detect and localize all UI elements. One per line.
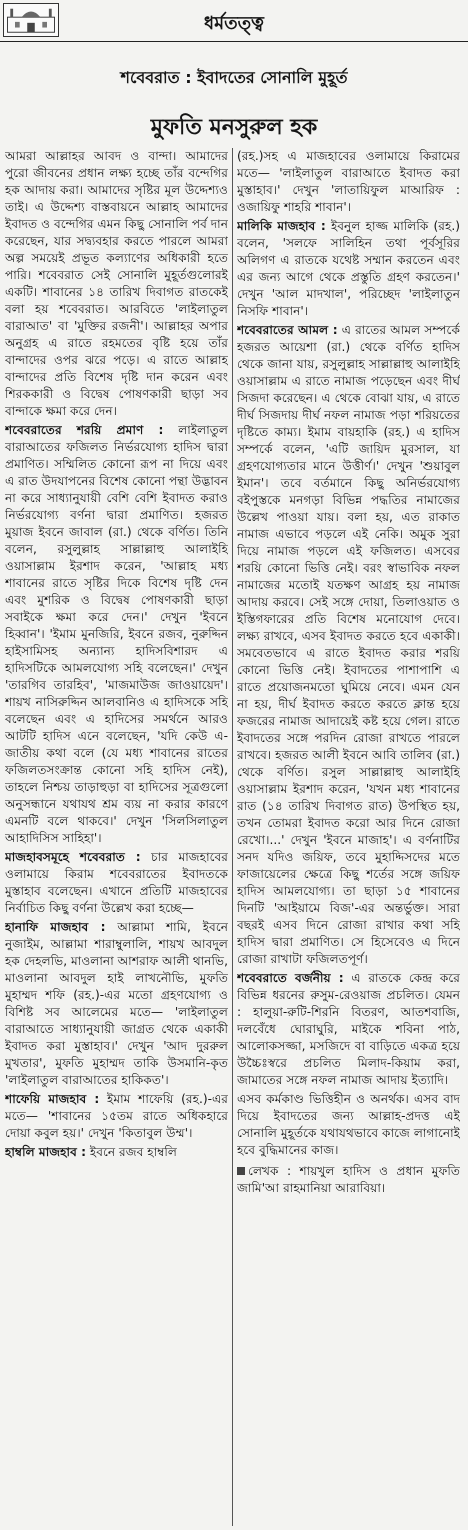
paragraph-text: আমরা আল্লাহর আবদ ও বান্দা। আমাদের পুরো জীবনের প্রধান লক্ষ্য হচ্ছে তাঁর বন্দেগির হক আদায় করা। আমাদের সৃষ্টির মূল উদ্দেশ্যও তাই। এ উদ্দেশ্য বাস্তবায়নে আল্লাহ আমাদের ইবাদত ও বন্দেগির এমন কিছু সোনালি পর্ব দান করেছেন, যার সদ্ব্যবহার করতে পারলে আমরা অল্প সময়েই প্রভূত কল্যাণের অধিকারী হতে পারি। শবেবরাত সেই সোনালি মুহূর্তগুলোরই একটি। শাবানের ১৪ তারিখ দিবাগত রাতকেই বলা হয় শবেবরাত। আরবিতে 'লাইলাতুল বারাআত' বা 'মুক্তির রজনী'। আল্লাহর অপার অনুগ্রহ এ রাতে রহমতের বৃষ্টি হয়ে তাঁর বান্দাদের ওপর ঝরে পড়ে। এ রাতে আল্লাহ বান্দাদের প্রতি বিশেষ দৃষ্টি দান করেন এবং শিরককারী ও বিদ্বেষ পোষণকারী ছাড়া সব বান্দাকে ক্ষমা করে দেন। xyxy=(5,149,228,418)
subheading: শাফেয়ি মাজহাব : xyxy=(5,1092,100,1106)
subheading: হাম্বলি মাজহাব : xyxy=(5,1145,86,1159)
section-label: ধর্মতত্ত্ব xyxy=(204,13,264,34)
paragraph-text: আল্লামা শামি, ইবনে নুজাইম, আল্লামা শারাম্বুলালি, শায়খ আবদুল হক দেহলভি, মাওলানা আশরাফ আলী থানভি, মাওলানা আবদুল হাই লাখনৌভি, মুফতি মুহাম্মদ শফি (রহ.)-এর মতো গ্রহণযোগ্য ও বিশিষ্ট সব আলেমের মতে— 'লাইলাতুল বারাআতে সাধ্যানুযায়ী জাগ্রত থেকে একাকী ইবাদত করা মুস্তাহাব।' দেখুন 'আদ দুররুল মুখতার', মুফতি মুহাম্মদ তাকি উসমানি-কৃত 'লাইলাতুল বারাআতের হাকিকত'। xyxy=(5,920,228,1087)
paragraph xyxy=(237,970,460,1089)
paragraph xyxy=(237,1091,460,1159)
subheading: মাজহাবসমূহে শবেবরাত : xyxy=(5,850,141,864)
author-credit xyxy=(237,1163,460,1197)
square-bullet-icon xyxy=(237,1167,245,1175)
paragraph-text: (রহ.)সহ এ মাজহাবের ওলামায়ে কিরামের মতে— 'লাইলাতুল বারাআতে ইবাদত করা মুস্তাহাব।' দেখুন 'লাতায়িফুল মাআরিফ : ওজায়িফু শাহরি শাবান'। xyxy=(237,149,460,214)
right-column xyxy=(237,148,460,1526)
subheading: শবেবরাতের আমল : xyxy=(237,323,338,337)
article-title: শবেবরাত : ইবাদতের সোনালি মুহূর্ত xyxy=(120,68,348,87)
subheading: শবেবরাতে বর্জনীয় : xyxy=(237,971,344,985)
article-body xyxy=(3,148,465,1526)
subheading: শবেবরাতের শরয়ি প্রমাণ : xyxy=(5,423,164,437)
page-header xyxy=(0,0,468,42)
author-credit-text: লেখক : শায়খুল হাদিস ও প্রধান মুফতি জামি'আ রাহমানিয়া আরাবিয়া। xyxy=(237,1164,460,1195)
paragraph xyxy=(5,1091,228,1142)
paragraph xyxy=(5,1144,228,1161)
paragraph-text: ইবনুল হাজ্জ মালিকি (রহ.) বলেন, 'সলফে সালিহিন তথা পূর্বসূরির অলিগণ এ রাতকে যথেষ্ট সম্মান করতেন এবং এর জন্য আগে থেকে প্রস্তুতি গ্রহণ করতেন।' দেখুন 'আল মাদখাল', পরিচ্ছেদ 'লাইলাতুন নিসফি শাবান'। xyxy=(237,219,460,318)
left-column xyxy=(5,148,228,1526)
paragraph-text: চার মাজহাবের ওলামায়ে কিরাম শবেবরাতের ইবাদতকে মুস্তাহাব বলেছেন। এখানে প্রতিটি মাজহাবের নির্বাচিত কিছু বর্ণনা উল্লেখ করা হচ্ছে— xyxy=(5,850,228,915)
paragraph-text: এ রাতের আমল সম্পর্কে হজরত আয়েশা (রা.) থেকে বর্ণিত হাদিস থেকে জানা যায়, রসুলুল্লাহ সাল্লাল্লাহু আলাইহি ওয়াসাল্লাম এ রাতে নামাজ পড়েছেন এবং দীর্ঘ সিজদা করেছেন। এ থেকে বোঝা যায়, এ রাতে দীর্ঘ সিজদায় দীর্ঘ নফল নামাজ পড়া শরিয়তের দৃষ্টিতে কাম্য। ইমাম বায়হাকি (রহ.) এ হাদিস সম্পর্কে বলেন, 'এটি জায়িদ মুরসাল, যা গ্রহণযোগ্যতার মানে উত্তীর্ণ।' দেখুন 'শুয়াবুল ইমান'। তবে বর্তমানে কিছু অনির্ভরযোগ্য বইপুস্তকে মনগড়া বিভিন্ন পদ্ধতির নামাজের উল্লেখ পাওয়া যায়। বলা হয়, এত রাকাত নামাজ এভাবে পড়লে এই নেকি। অমুক সুরা দিয়ে নামাজ পড়লে এই ফজিলত। এসবের শরয়ি কোনো ভিত্তি নেই। বরং স্বাভাবিক নফল নামাজের মতোই যতক্ষণ আগ্রহ হয় নামাজ আদায় করবে। সেই সঙ্গে দোয়া, তিলাওয়াত ও ইস্তিগফারের প্রতি বিশেষ মনোযোগ দেবে। লক্ষ্য রাখবে, এসব ইবাদত করতে হবে একাকী। সমবেতভাবে এ রাতে ইবাদত করার শরয়ি কোনো ভিত্তি নেই। ইবাদতের পাশাপাশি এ রাতে প্রয়োজনমতো ঘুমিয়ে নেবে। এমন যেন না হয়, দীর্ঘ ইবাদত করতে করতে ক্লান্ত হয়ে ফজরের নামাজ আদায়েই কষ্ট হয়ে গেল। রাতে ইবাদতের সঙ্গে পরদিন রোজা রাখতে পারলে রাখবে। হজরত আলী ইবনে আবি তালিব (রা.) থেকে বর্ণিত। রসুল সাল্লাল্লাহু আলাইহি ওয়াসাল্লাম ইরশাদ করেন, 'যখন মধ্য শাবানের রাত (১৪ তারিখ দিবাগত রাত) উপস্থিত হয়, তখন তোমরা ইবাদত করো আর দিনে রোজা রেখো।...' দেখুন 'ইবনে মাজাহ'। এ বর্ণনাটির সনদ যদিও জয়িফ, তবে মুহাদ্দিসদের মতে ফাজায়েলের ক্ষেত্রে কিছু শর্তের সঙ্গে জয়িফ হাদিস আমলযোগ্য। তা ছাড়া ১৫ শাবানের দিনটি 'আইয়ামে বিজ'-এর অন্তর্ভুক্ত। সারা বছরই এসব দিনে রোজা রাখার কথা সহি হাদিস দ্বারা প্রমাণিত। সে হিসেবেও এ দিনে রোজা রাখাটা ফজিলতপূর্ণ। xyxy=(237,323,460,966)
paragraph xyxy=(5,422,228,847)
paragraph xyxy=(237,148,460,216)
subheading: হানাফি মাজহাব : xyxy=(5,920,106,934)
subheading: মালিকি মাজহাব : xyxy=(237,219,326,233)
column-divider xyxy=(232,148,233,1526)
paragraph xyxy=(237,218,460,320)
article-author: মুফতি মনসুরুল হক xyxy=(150,115,318,140)
paragraph xyxy=(5,849,228,917)
paragraph-text: এসব কর্মকাণ্ড ভিত্তিহীন ও অনর্থক। এসব বাদ দিয়ে ইবাদতের জন্য আল্লাহ-প্রদত্ত এই সোনালি মুহূর্তকে যথাযথভাবে কাজে লাগানোই হবে বুদ্ধিমানের কাজ। xyxy=(237,1092,460,1157)
paragraph-text: লাইলাতুল বারাআতের ফজিলত নির্ভরযোগ্য হাদিস দ্বারা প্রমাণিত। সম্মিলিত কোনো রূপ না দিয়ে এবং এ রাত উদযাপনের বিশেষ কোনো পন্থা উদ্ভাবন না করে সাধ্যানুযায়ী বেশি বেশি ইবাদত করাও নির্ভরযোগ্য বর্ণনা দ্বারা প্রমাণিত। হজরত মুয়াজ ইবনে জাবাল (রা.) থেকে বর্ণিত। তিনি বলেন, রসুলুল্লাহ সাল্লাল্লাহু আলাইহি ওয়াসাল্লাম ইরশাদ করেন, 'আল্লাহ মধ্য শাবানের রাতে সৃষ্টির দিকে বিশেষ দৃষ্টি দেন এবং মুশরিক ও বিদ্বেষ পোষণকারী ছাড়া সবাইকে ক্ষমা করে দেন।' দেখুন 'ইবনে হিব্বান'। 'ইমাম মুনজিরি, ইবনে রজব, নুরুদ্দিন হাইসামিসহ অন্যান্য হাদিসবিশারদ এ হাদিসটিকে আমলযোগ্য সহি বলেছেন।' দেখুন 'তারগিব তারহিব', 'মাজমাউজ জাওয়ায়েদ'। শায়খ নাসিরুদ্দিন আলবানিও এ হাদিসকে সহি বলেছেন এবং এ হাদিসের সমর্থনে আরও আটটি হাদিস এনে বলেছেন, 'যদি কেউ এ-জাতীয় কথা বলে (যে মধ্য শাবানের রাতের ফজিলতসংক্রান্ত কোনো সহি হাদিস নেই), তাহলে নিশ্চয় তাড়াহুড়া বা হাদিসের সূত্রগুলো অনুসন্ধানে যথাযথ শ্রম ব্যয় না করার কারণে এমনটি বলে থাকবে।' দেখুন 'সিলসিলাতুল আহাদিসিস সাহিহা'। xyxy=(5,423,228,845)
paragraph-text: এ রাতকে কেন্দ্র করে বিভিন্ন ধরনের রুসুম-রেওয়াজ প্রচলিত। যেমন : হালুয়া-রুটি-শিরনি বিতরণ, আতশবাজি, দলবেঁধে ঘোরাঘুরি, মাইকে শবিনা পাঠ, আলোকসজ্জা, মসজিদে বা বাড়িতে একত্র হয়ে উচ্চৈঃস্বরে প্রচলিত মিলাদ-কিয়াম করা, জামাতের সঙ্গে নফল নামাজ আদায় ইত্যাদি। xyxy=(237,971,460,1087)
paragraph xyxy=(237,322,460,968)
paragraph-text: ইবনে রজব হাম্বলি xyxy=(89,1145,177,1159)
paragraph xyxy=(5,148,228,420)
paragraph-text: ইমাম শাফেয়ি (রহ.)-এর মতে— 'শাবানের ১৫তম রাতে অধিকহারে দোয়া কবুল হয়।' দেখুন 'কিতাবুল উম্ম'। xyxy=(5,1092,228,1140)
paragraph xyxy=(5,919,228,1089)
